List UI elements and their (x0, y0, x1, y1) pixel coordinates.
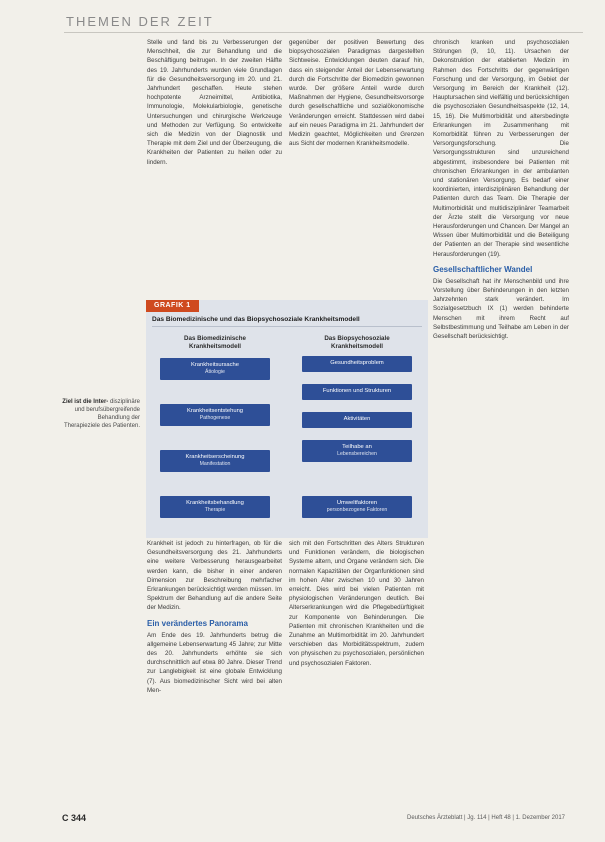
page-number: C 344 (62, 813, 87, 823)
column-2-top (289, 38, 424, 148)
paragraph: Krankheit ist jedoch zu hinterfragen, ob für die Gesundheitsversorgung des 21. Jahrhunderts eine weitere Verbesserung herausgearbeitet werden kann, die bisher in einer anderen Dimension zur Beschreibung mehrfacher Erkrankungen berücksichtigt werden müssen. Im Spektrum der Behandlung auf die andere Seite der Medizin. (147, 540, 282, 612)
right-model-heading-line-2: Krankheitsmodell (331, 343, 383, 350)
journal-citation: Deutsches Ärzteblatt | Jg. 114 | Heft 48 | 1. Dezember 2017 (407, 815, 565, 821)
right-model-heading (302, 335, 412, 351)
margin-note-text: disziplinäre und berufsübergreifende Behandlung der Therapieziele des Patienten. (63, 399, 140, 429)
column-2-bottom (289, 539, 424, 668)
box-krankheitserscheinung (160, 450, 270, 472)
box-sublabel: Lebensbereichen (337, 451, 377, 457)
paragraph: Stelle und fand bis zu Verbesserungen der Menschheit, die zur Behandlung und die Beschäftigung beitrugen. In der zweiten Hälfte des 19. Jahrhunderts wurden viele Grundlagen für die Gesundheitsversorgung im 20. und 21. Jahrhundert geschaffen. Heute stehen hochpotente Arzneimittel, Antibiotika, Immunologie, Molekularbiologie, genetische Untersuchungen und chirurgische Werkzeuge und Methoden zur Verfügung. So entwickelte sich die Medizin von der Diagnostik und Therapie mit dem Ziel und der Überzeugung, die Krankheiten der Patienten zu heilen oder zu lindern. (147, 39, 282, 166)
box-aktivitaeten (302, 412, 412, 428)
subheading: Gesellschaftlicher Wandel (433, 264, 533, 274)
section-header: THEMEN DER ZEIT (66, 14, 214, 29)
box-label: Krankheitsursache (190, 361, 239, 368)
margin-note-lead: Ziel ist die Inter- (62, 399, 109, 405)
box-umweltfaktoren (302, 496, 412, 518)
box-sublabel: Manifestation (199, 461, 231, 467)
box-gesundheitsproblem (302, 356, 412, 372)
box-teilhabe (302, 440, 412, 462)
box-krankheitsbehandlung (160, 496, 270, 518)
paragraph: gegenüber der positiven Bewertung des biopsychosozialen Paradigmas dargestellten Sichtweise. Entwicklungen deuten darauf hin, dass ein steigender Anteil der Lebenserwartung durch die Fortschritte der Biomedizin gewonnen wurde. Der größere Anteil wurde durch Maßnahmen der Hygiene, Gesundheitsvorsorge durch gesellschaftliche und sozialökonomische Veränderungen erreicht. Stattdessen wird dabei auf ein neues Paradigma im 21. Jahrhundert der Medizin geachtet, Möglichkeiten und Grenzen aus Sicht der modernen Krankheitsmodelle. (289, 39, 424, 148)
box-sublabel: Ätiologie (205, 369, 225, 375)
box-label: Aktivitäten (343, 416, 371, 423)
box-label: Teilhabe an (342, 443, 372, 450)
paragraph: sich mit den Fortschritten des Alters Strukturen und Funktionen verändern, die biologischen Systeme altern, und Organe verändern sich. Die normalen Kapazitäten der Organfunktionen sind im hohen Alter zwischen 10 und 30 Jahren erreicht. Dies wird bei vielen Patienten mit physiologischen Veränderungen deutlich. Bei Alterserkrankungen wird die Pflegebedürftigkeit zur Komponente von Behinderungen. Die Patienten mit chronischen Krankheiten und die Zunahme an Multimorbidität im 20. Jahrhundert verschieben das Morbiditätsspektrum, zudem von physischen zu psychosozialen, persönlichen und psychosozialen Faktoren. (289, 540, 424, 667)
box-label: Krankheitserscheinung (185, 453, 245, 460)
box-sublabel: personbezogene Faktoren (326, 507, 388, 513)
column-1-bottom (147, 539, 282, 695)
box-label: Gesundheitsproblem (330, 360, 384, 367)
paragraph: Die Gesellschaft hat ihr Menschenbild und ihre Vorstellung über Behinderungen in den letzten Jahrzehnten stark verändert. Im Sozialgesetzbuch IX (1) werden behinderte Menschen mit ihrem Recht auf Selbstbestimmung und Teilhabe am Leben in der Gesellschaft berücksichtigt. (433, 277, 569, 341)
left-model-heading-line-2: Krankheitsmodell (189, 343, 241, 350)
subheading: Ein verändertes Panorama (147, 618, 248, 628)
box-label: Umweltfaktoren (336, 499, 378, 506)
box-funktionen-strukturen (302, 384, 412, 400)
box-krankheitsursache (160, 358, 270, 380)
box-label: Funktionen und Strukturen (322, 388, 392, 395)
left-model-heading (160, 335, 270, 351)
paragraph: Am Ende des 19. Jahrhunderts betrug die allgemeine Lebenserwartung 45 Jahre; zur Mitte des 20. Jahrhunderts erhöhte sie sich durchschnittlich auf etwa 80 Jahre. Dieser Trend zur Langlebigkeit ist eine globale Entwicklung (7). Aus biomedizinischer Sicht wird bei alten Men- (147, 631, 282, 694)
paragraph: chronisch kranken und psychosozialen Störungen (9, 10, 11). Ursachen der Dekonstruktion der etablierten Medizin im Rahmen des Fortschritts der gegenwärtigen Forschung und der Versorgung, im Gebiet der Versorgung im Bereich der Krankheit (12). Hauptursachen sind vielfältig und berücksichtigen die psychosozialen Gesundheitsaspekte (12, 14, 15, 16). Die Multimorbidität und altersbedingte Erkrankungen im Zusammenhang mit Komorbidität führen zu Verbesserungen der Versorgungsforschung. Die Versorgungsstrukturen sind unzureichend abgestimmt, insbesondere bei Patienten mit chronischen Erkrankungen in der ambulanten und stationären Versorgung. Es bedarf einer koordinierten, interdisziplinären Behandlung der Patienten durch das Team. Die Therapie der Multimorbidität und multidisziplinärer Teamarbeit der Ärzte stellt die Versorgung vor neue Herausforderungen und Chancen. Der Mangel an Wissen über Multimorbidität und die Beteiligung der Patienten an der Therapie sind wesentliche Herausforderungen (19). (433, 39, 569, 258)
column-3 (433, 38, 569, 341)
box-label: Krankheitsbehandlung (186, 499, 244, 506)
box-sublabel: Pathogenese (199, 415, 231, 421)
right-model-heading-line-1: Das Biopsychosoziale (324, 335, 390, 342)
box-label: Krankheitsentstehung (186, 407, 244, 414)
box-sublabel: Therapie (204, 507, 226, 513)
header-rule (64, 32, 583, 33)
left-model-heading-line-1: Das Biomedizinische (184, 335, 246, 342)
figure-title: Das Biomedizinische und das Biopsychosoziale Krankheitsmodell (152, 316, 360, 323)
box-krankheitsentstehung (160, 404, 270, 426)
figure-graphic (146, 300, 428, 538)
column-1-top (147, 38, 282, 167)
figure-tab: GRAFIK 1 (146, 300, 199, 312)
figure-rule (152, 326, 422, 327)
margin-note (62, 398, 140, 430)
